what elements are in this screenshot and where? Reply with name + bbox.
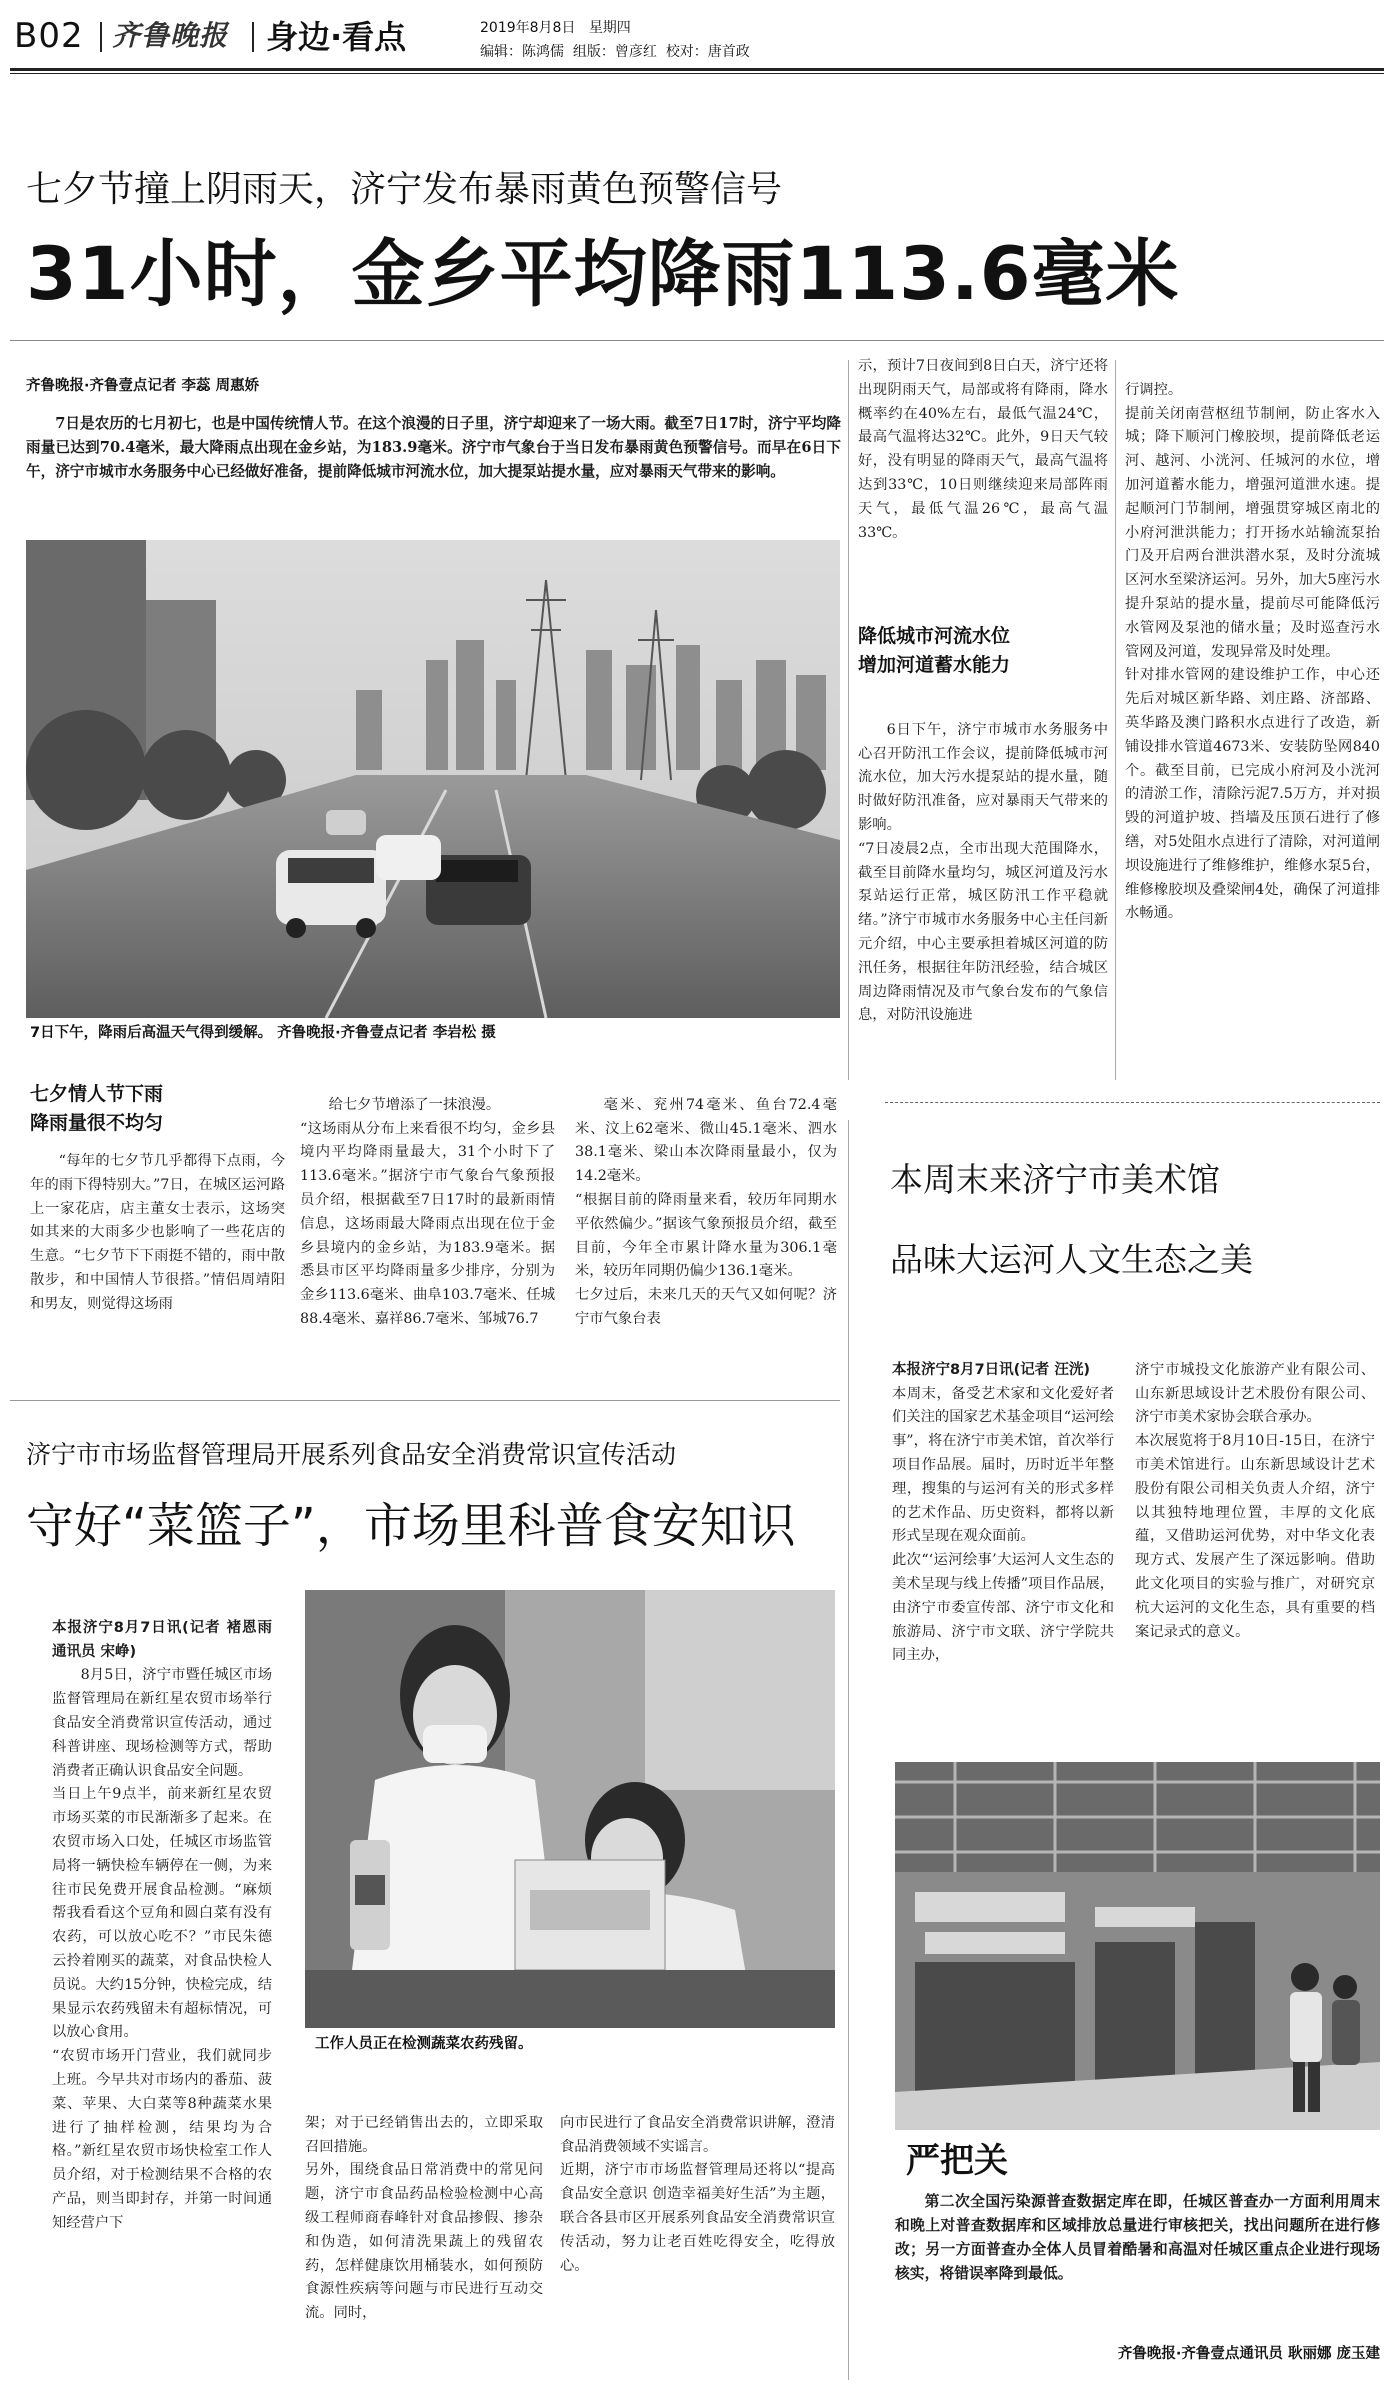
art-byline: 本报济宁8月7日讯(记者 汪洸) (892, 1361, 1090, 1378)
art-headline: 品味大运河人文生态之美 (890, 1240, 1253, 1279)
headline-rule (10, 340, 1384, 341)
lead-col-4b-text: 6日下午，济宁市城市水务服务中心召开防汛工作会议，提前降低城市河流水位，加大污水提泵站的提水量，随时做好防汛准备，应对暴雨天气带来的影响。 “7日凌晨2点，全市出现大范围降水，截至目前降水量均匀，城区河道及污水泵站运行正常，城区防汛工作平稳就绪。”济宁市城市水务服务中心主任闫新元介绍，中心主要承担着城区河道的防汛任务，根据往年防汛经验，结合城区周边降雨情况及市气象台发布的气象信息，对防汛设施进 (858, 721, 1108, 1024)
section-divider (885, 1102, 1380, 1103)
photo-news-text-body: 第二次全国污染源普查数据定库在即，任城区普查办一方面利用周末和晚上对普查数据库和区域排放总量进行审核把关，找出问题所在进行修改；另一方面普查办全体人员冒着酷暑和高温对任城区重点企业进行现场核实，将错误率降到最低。 (895, 2193, 1380, 2282)
art-col-2-text: 济宁市城投文化旅游产业有限公司、山东新思域设计艺术股份有限公司、济宁市美术家协会联合承办。 本次展览将于8月10日-15日，在济宁市美术馆进行。山东新思域设计艺术股份有限公司相关负责人介绍，济宁以其独特地理位置，丰厚的文化底蕴，又借助运河优势，对中华文化表现方式、发展产生了深远影响。借助此文化项目的实验与推广，对研究京杭大运河的文化生态，具有重要的档案记录式的意义。 (1135, 1361, 1375, 1640)
food-testing-photo (305, 1590, 835, 2028)
art-kicker: 本周末来济宁市美术馆 (890, 1160, 1220, 1199)
lead-byline: 齐鲁晚报·齐鲁壹点记者 李蕊 周惠娇 (26, 378, 260, 394)
masthead-rule-thin (10, 73, 1384, 74)
lead-col-1-text: “每年的七夕节几乎都得下点雨，今年的雨下得特别大。”7日，在城区运河路上一家花店，店主董女士表示，这场突如其来的大雨多少也影响了一些花店的生意。“七夕节下下雨挺不错的，雨中散散步，和中国情人节很搭。”情侣周靖阳和男友，则觉得这场雨 (30, 1153, 285, 1312)
lead-col-4a (858, 355, 1108, 600)
art-col-1 (892, 1335, 1114, 1745)
art-col-2 (1135, 1335, 1375, 1745)
food-byline: 本报济宁8月7日讯(记者 褚恩雨 通讯员 宋峥) (52, 1619, 272, 1660)
lead-subhead-1: 七夕情人节下雨 降雨量很不均匀 (30, 1083, 164, 1134)
lead-col-4a-text: 示，预计7日夜间到8日白天，济宁还将出现阴雨天气，局部或将有降雨，降水概率约在40%左右，最低气温24℃，最高气温将达32℃。此外，9日天气较好，没有明显的降雨天气，最高气温将达到33℃，10日则继续迎来局部阵雨天气，最低气温26℃，最高气温33℃。 (858, 358, 1108, 541)
date: 2019年8月8日 (480, 20, 576, 36)
issue-date (480, 18, 631, 38)
lead-col-2 (300, 1070, 555, 1370)
street-rain-photo (26, 540, 840, 1018)
layout-editor: 组版：曾彦红 (572, 44, 657, 60)
food-photo (305, 1590, 835, 2028)
column-rule (1115, 360, 1116, 1080)
column-rule (848, 360, 849, 1080)
lead-col-2-text: 给七夕节增添了一抹浪漫。 “这场雨从分布上来看很不均匀，金乡县境内平均降雨量最大，31个小时下了113.6毫米。”据济宁市气象台气象预报员介绍，根据截至7日17时的最新雨情信息，这场雨最大降雨点出现在位于金乡县境内的金乡站，为183.9毫米。据悉县市区平均降雨量多少排序，分别为金乡113.6毫米、曲阜103.7毫米、任城88.4毫米、嘉祥86.7毫米、邹城76.7 (300, 1096, 555, 1327)
section-divider (10, 1400, 840, 1401)
art-col-1-text: 本周末，备受艺术家和文化爱好者们关注的国家艺术基金项目“运河绘事”，将在济宁市美术馆，首次举行项目作品展。届时，历时近半年整理，搜集的与运河有关的形式多样的艺术作品、历史资料，都将以新形式呈现在观众面前。 此次“‘运河绘事’大运河人文生态的美术呈现与线上传播”项目作品展，由济宁市委宣传部、济宁市文化和旅游局、济宁市文联、济宁学院共同主办， (892, 1385, 1114, 1664)
food-col-1-text: 8月5日，济宁市暨任城区市场监督管理局在新红星农贸市场举行食品安全消费常识宣传活动，通过科普讲座、现场检测等方式，帮助消费者正确认识食品安全问题。 当日上午9点半，前来新红星农贸市场买菜的市民渐渐多了起来。在农贸市场入口处，任城区市场监管局将一辆快检车辆停在一侧，为来往市民免费开展食品检测。“麻烦帮我看看这个豆角和圆白菜有没有农药，可以放心吃不？”市民朱德云拎着刚买的蔬菜，对食品快检人员说。大约15分钟，快检完成，结果显示农药残留未有超标情况，可以放心食用。 “农贸市场开门营业，我们就同步上班。今早共对市场内的番茄、菠菜、苹果、大白菜等8种蔬菜水果进行了抽样检测，结果均为合格。”新红星农贸市场快检室工作人员介绍，对于检测结果不合格的农产品，则当即封存，并第一时间通知经营户下 (52, 1667, 272, 2231)
photo-news-credit: 齐鲁晚报·齐鲁壹点通讯员 耿丽娜 庞玉建 (1117, 2346, 1380, 2362)
lead-col-1 (30, 1150, 285, 1370)
food-photo-caption: 工作人员正在检测蔬菜农药残留。 (315, 2036, 533, 2052)
food-headline: 守好“菜篮子”，市场里科普食安知识 (26, 1498, 796, 1554)
lead-intro-text: 7日是农历的七月初七，也是中国传统情人节。在这个浪漫的日子里，济宁却迎来了一场大雨。截至7日17时，济宁平均降雨量已达到70.4毫米，最大降雨点出现在金乡站，为183.9毫米。济宁市气象台于当日发布暴雨黄色预警信号。而早在6日下午，济宁市城市水务服务中心已经做好准备，提前降低城市河流水位，加大提泵站提水量，应对暴雨天气带来的影响。 (26, 415, 841, 480)
lead-kicker: 七夕节撞上阴雨天，济宁发布暴雨黄色预警信号 (26, 169, 783, 210)
paper-logo: 齐鲁晚报 (112, 19, 229, 52)
food-col-1 (52, 1593, 272, 2373)
photo-news-title: 严把关 (906, 2141, 1008, 2181)
lead-col-4b (858, 695, 1108, 1080)
lead-subhead-2: 降低城市河流水位 增加河道蓄水能力 (858, 625, 1011, 676)
lead-photo (26, 540, 840, 1018)
proofreader: 校对：唐首政 (665, 44, 750, 60)
food-kicker: 济宁市市场监督管理局开展系列食品安全消费常识宣传活动 (26, 1440, 677, 1469)
lead-headline: 31小时，金乡平均降雨113.6毫米 (26, 232, 1180, 317)
lead-col-3-text: 毫米、兖州74毫米、鱼台72.4毫米、汶上62毫米、微山45.1毫米、泗水38.1毫米、梁山本次降雨量最小，仅为14.2毫米。 “根据目前的降雨量来看，较历年同期水平依然偏少。”据该气象预报员介绍，截至目前，今年全市累计降水量为306.1毫米，较历年同期仍偏少136.1毫米。 七夕过后，未来几天的天气又如何呢？济宁市气象台表 (575, 1096, 837, 1327)
lead-col-5-text: 行调控。 提前关闭南营枢纽节制闸，防止客水入城；降下顺河门橡胶坝，提前降低老运河、越河、小洸河、任城河的水位，增加河道蓄水能力，增强河道泄水速。提起顺河门节制闸，增强贯穿城区南北的小府河泄洪能力；打开扬水站输流泵抬门及开启两台泄洪潜水泵，及时分流城区河水至梁济运河。另外，加大5座污水提升泵站的提水量，提前尽可能降低污水管网及泵池的储水量；及时巡查污水管网及河道，发现异常及时处理。 针对排水管网的建设维护工作，中心还先后对城区新华路、刘庄路、济部路、英华路及澳门路积水点进行了改造，新铺设排水管道4673米、安装防坠网840个。截至目前，已完成小府河及小洸河的清淤工作，清除污泥7.5万方，并对损毁的河道护坡、挡墙及压顶石进行了修缮，对5处阻水点进行了清除，对河道闸坝设施进行了维修维护，维修水泵5台，维修橡胶坝及叠梁闸4处，确保了河道排水畅通。 (1125, 381, 1380, 922)
page-number: B02 (14, 16, 84, 56)
lead-col-3 (575, 1070, 837, 1370)
divider (252, 22, 254, 52)
food-col-3-text: 向市民进行了食品安全消费常识讲解，澄清食品消费领域不实谣言。 近期，济宁市市场监督管理局还将以“提高食品安全意识 创造幸福美好生活”为主题，联合各县市区开展系列食品安全消费常识宣传活动，努力让老百姓吃得安全，吃得放心。 (560, 2114, 835, 2274)
photo-news-text (895, 2190, 1380, 2335)
divider (100, 22, 102, 52)
lead-col-5 (1125, 355, 1380, 1080)
editor: 编辑：陈鸿儒 (480, 44, 564, 60)
column-rule (848, 1120, 849, 2380)
lead-intro (26, 412, 841, 532)
food-col-2 (305, 2088, 543, 2373)
masthead-rule (10, 68, 1384, 71)
staff-line (480, 42, 750, 62)
section-title: 身边·看点 (266, 18, 407, 56)
food-col-3 (560, 2088, 835, 2373)
food-col-2-text: 架；对于已经销售出去的，立即采取召回措施。 另外，围绕食品日常消费中的常见问题，济宁市食品药品检验检测中心高级工程师商春峰针对食品掺假、掺杂和伪造，如何清洗果蔬上的残留农药，怎样健康饮用桶装水，如何预防食源性疾病等问题与市民进行互动交流。同时， (305, 2114, 543, 2322)
factory-photo (895, 1762, 1380, 2130)
factory-inspection-photo (895, 1762, 1380, 2130)
lead-photo-caption: 7日下午，降雨后高温天气得到缓解。 齐鲁晚报·齐鲁壹点记者 李岩松 摄 (30, 1025, 496, 1041)
weekday: 星期四 (588, 20, 631, 36)
